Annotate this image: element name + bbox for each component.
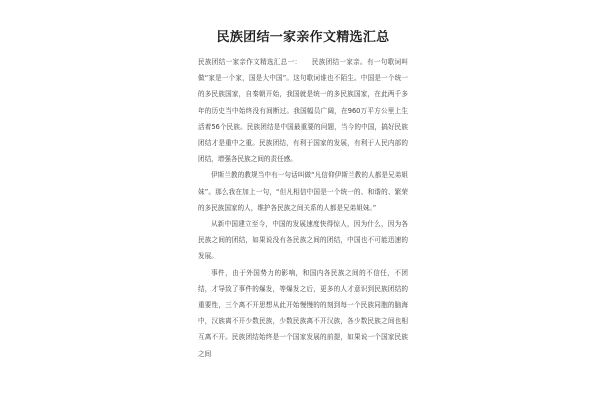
paragraph-2: 伊斯兰教的教规当中有一句话叫做“凡信仰伊斯兰教的人都是兄弟姐妹”。那么我在加上一句，“但凡相信中国是一个统一的、和谐的、繁荣的多民族国家的人，维护各民族之间关系的人都是兄弟姐妹。” — [198, 171, 408, 212]
paragraph-3: 从新中国建立至今，中国的发展速度快得惊人，因为什么，因为各民族之间的团结，如果说没有各民族之间的团结，中国也不可能迅速的发展。 — [198, 220, 408, 261]
paragraph-4: 事件，由于外国势力的影响，和国内各民族之间的不信任，不团结，才导致了事件的爆发，等爆发之后，更多的人才意识到民族团结的重要性，三个离不开思想从此开始慢慢的的刻到每一个民族同胞的脑海中，汉族离不开少数民族，少数民族离不开汉族，各少数民族之间也相互离不开。民族团结始终是一个国家发展的前提，如果说一个国家民族之间 — [198, 268, 408, 358]
document-title: 民族团结一家亲作文精选汇总 — [216, 30, 390, 45]
paragraph-1: 民族团结一家亲作文精选汇总一： 民族团结一家亲。有一句歌词叫做“家是一个家，国是大中国”。这句歌词谁也不陌生。中国是一个统一的多民族国家，自秦朝开始，我国就是统一的多民族国家，在此两千多年的历史当中始终没有间断过。我国幅员广阔，在960万平方公里上生活着56个民族。民族团结是中国最重要的问题，当今的中国，搞好民族团结才是重中之重。民族团结，有利于国家的发展，有利于人民内部的团结，增强各民族之间的责任感。 — [198, 58, 408, 164]
document-page — [198, 30, 408, 400]
